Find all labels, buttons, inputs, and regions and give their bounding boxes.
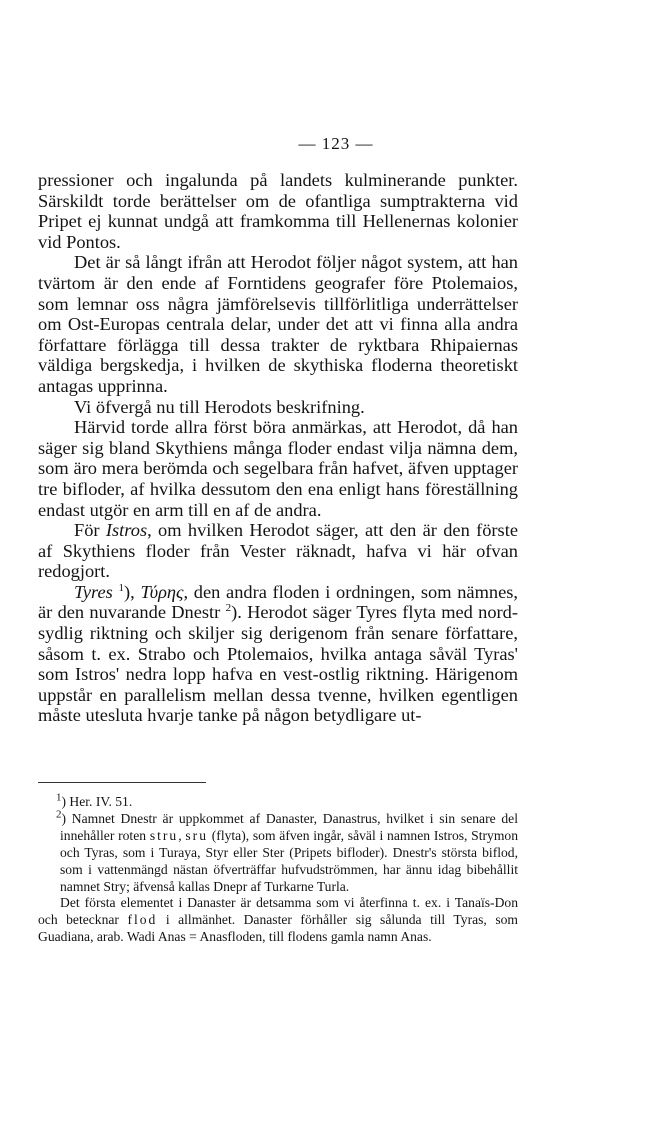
footnote-2-text-b: (flyta), som äfven ingår, såväl i namnen Istros, Strymon och Tyras, som i Turaya, Styr eller Ster (Pripets bifloder). Dnestr's största biflod, som i vattenmängd nästan öfverträffar hufvudströmmen, har ännu idag bibehållit namnet Stry; äfvenså kallas Dnepr af Turkarne Turla.	[60, 827, 519, 894]
footnote-2	[56, 808, 519, 896]
footnote-2-sep: ,	[178, 827, 186, 843]
paragraph-4: Härvid torde allra först böra anmärkas, att Herodot, då han säger sig bland Skythiens många floder endast vilja nämna dem, som äro mera berömda och segelbara från hafvet, äfven upptager tre bifloder, af hvilka dessutom den ena enligt hans föreställning endast utgör en arm till en af de andra.	[38, 417, 518, 520]
footnote-2-cont-text-a: Det första elementet i Danaster är detsamma som vi återfinna t. ex. i Tanaïs-Don och betecknar	[38, 895, 518, 928]
footnote-1-marker: 1	[56, 791, 62, 804]
footnote-ref-2: 2	[225, 602, 232, 615]
greek-name-tyres: Τύρης	[140, 581, 184, 602]
river-name-tyres: Tyres	[74, 581, 113, 602]
main-text	[38, 170, 518, 726]
paragraph-5-lead: För	[74, 520, 106, 541]
footnote-divider	[38, 782, 206, 783]
root-sru: sru	[185, 827, 208, 843]
river-name-istros: Istros	[105, 520, 148, 541]
word-flod: flod	[127, 912, 158, 928]
footnote-1-text: ) Her. IV. 51.	[61, 794, 133, 809]
footnote-2-text-a: ) Namnet Dnestr är uppkommet af Danaster, Danastrus, hvilket i sin senare del innehåller roten	[60, 810, 518, 843]
footnote-1	[56, 791, 518, 811]
paragraph-6-text: ). Herodot säger Tyres flyta med nord-sydlig riktning och skiljer sig derigenom från senare författare, såsom t. ex. Strabo och Ptolemaios, hvilka antaga såväl Tyras' som Istros' nedra lopp hafva en vest-ostlig riktning. Härigenom uppstår en parallelism mellan dessa tvenne, hvilken egentligen måste utesluta hvarje tanke på någon betydligare ut-	[38, 602, 518, 726]
paragraph-6	[38, 582, 518, 726]
paragraph-6-mid-1: ),	[124, 581, 141, 602]
paragraph-1: pressioner och ingalunda på landets kulminerande punkter. Särskildt torde berättelser om de ofantliga sumptrakterna vid Pripet ej kunnat undgå att framkomma till Hellenernas kolonier vid Pontos.	[38, 170, 518, 252]
footnotes	[38, 791, 519, 946]
footnote-2-cont-text-b: i allmänhet. Danaster förhåller sig sålunda till Tyras, som Guadiana, arab. Wadi Anas = Anasfloden, till flodens gamla namn Anas.	[38, 912, 518, 945]
paragraph-2: Det är så långt ifrån att Herodot följer något system, att han tvärtom är den ende af Forntidens geografer före Ptolemaios, som lemnar oss några jämförelsevis tillförlitliga underrättelser om Ost-Europas centrala delar, under det att vi finna alla andra författare förlägga till dessa trakter de ryktbara Rhipaiernas väldiga bergskedja, i hvilken de skythiska floderna theoretiskt antagas upprinna.	[38, 252, 518, 396]
footnote-2-continuation	[38, 895, 518, 946]
root-stru: stru	[149, 827, 179, 843]
paragraph-5	[38, 520, 518, 582]
footnote-ref-1: 1	[118, 581, 125, 594]
footnote-2-marker: 2	[56, 808, 62, 821]
page-number: — 123 —	[298, 134, 374, 153]
paragraph-5-text: , om hvilken Herodot säger, att den är den förste af Skythiens floder från Vester räknadt, hafva vi här ofvan redogjort.	[38, 520, 518, 582]
paragraph-6-mid-2: , den andra floden i ordningen, som nämnes, är den nuvarande Dnestr	[38, 581, 518, 623]
paragraph-3: Vi öfvergå nu till Herodots beskrifning.	[74, 396, 365, 417]
